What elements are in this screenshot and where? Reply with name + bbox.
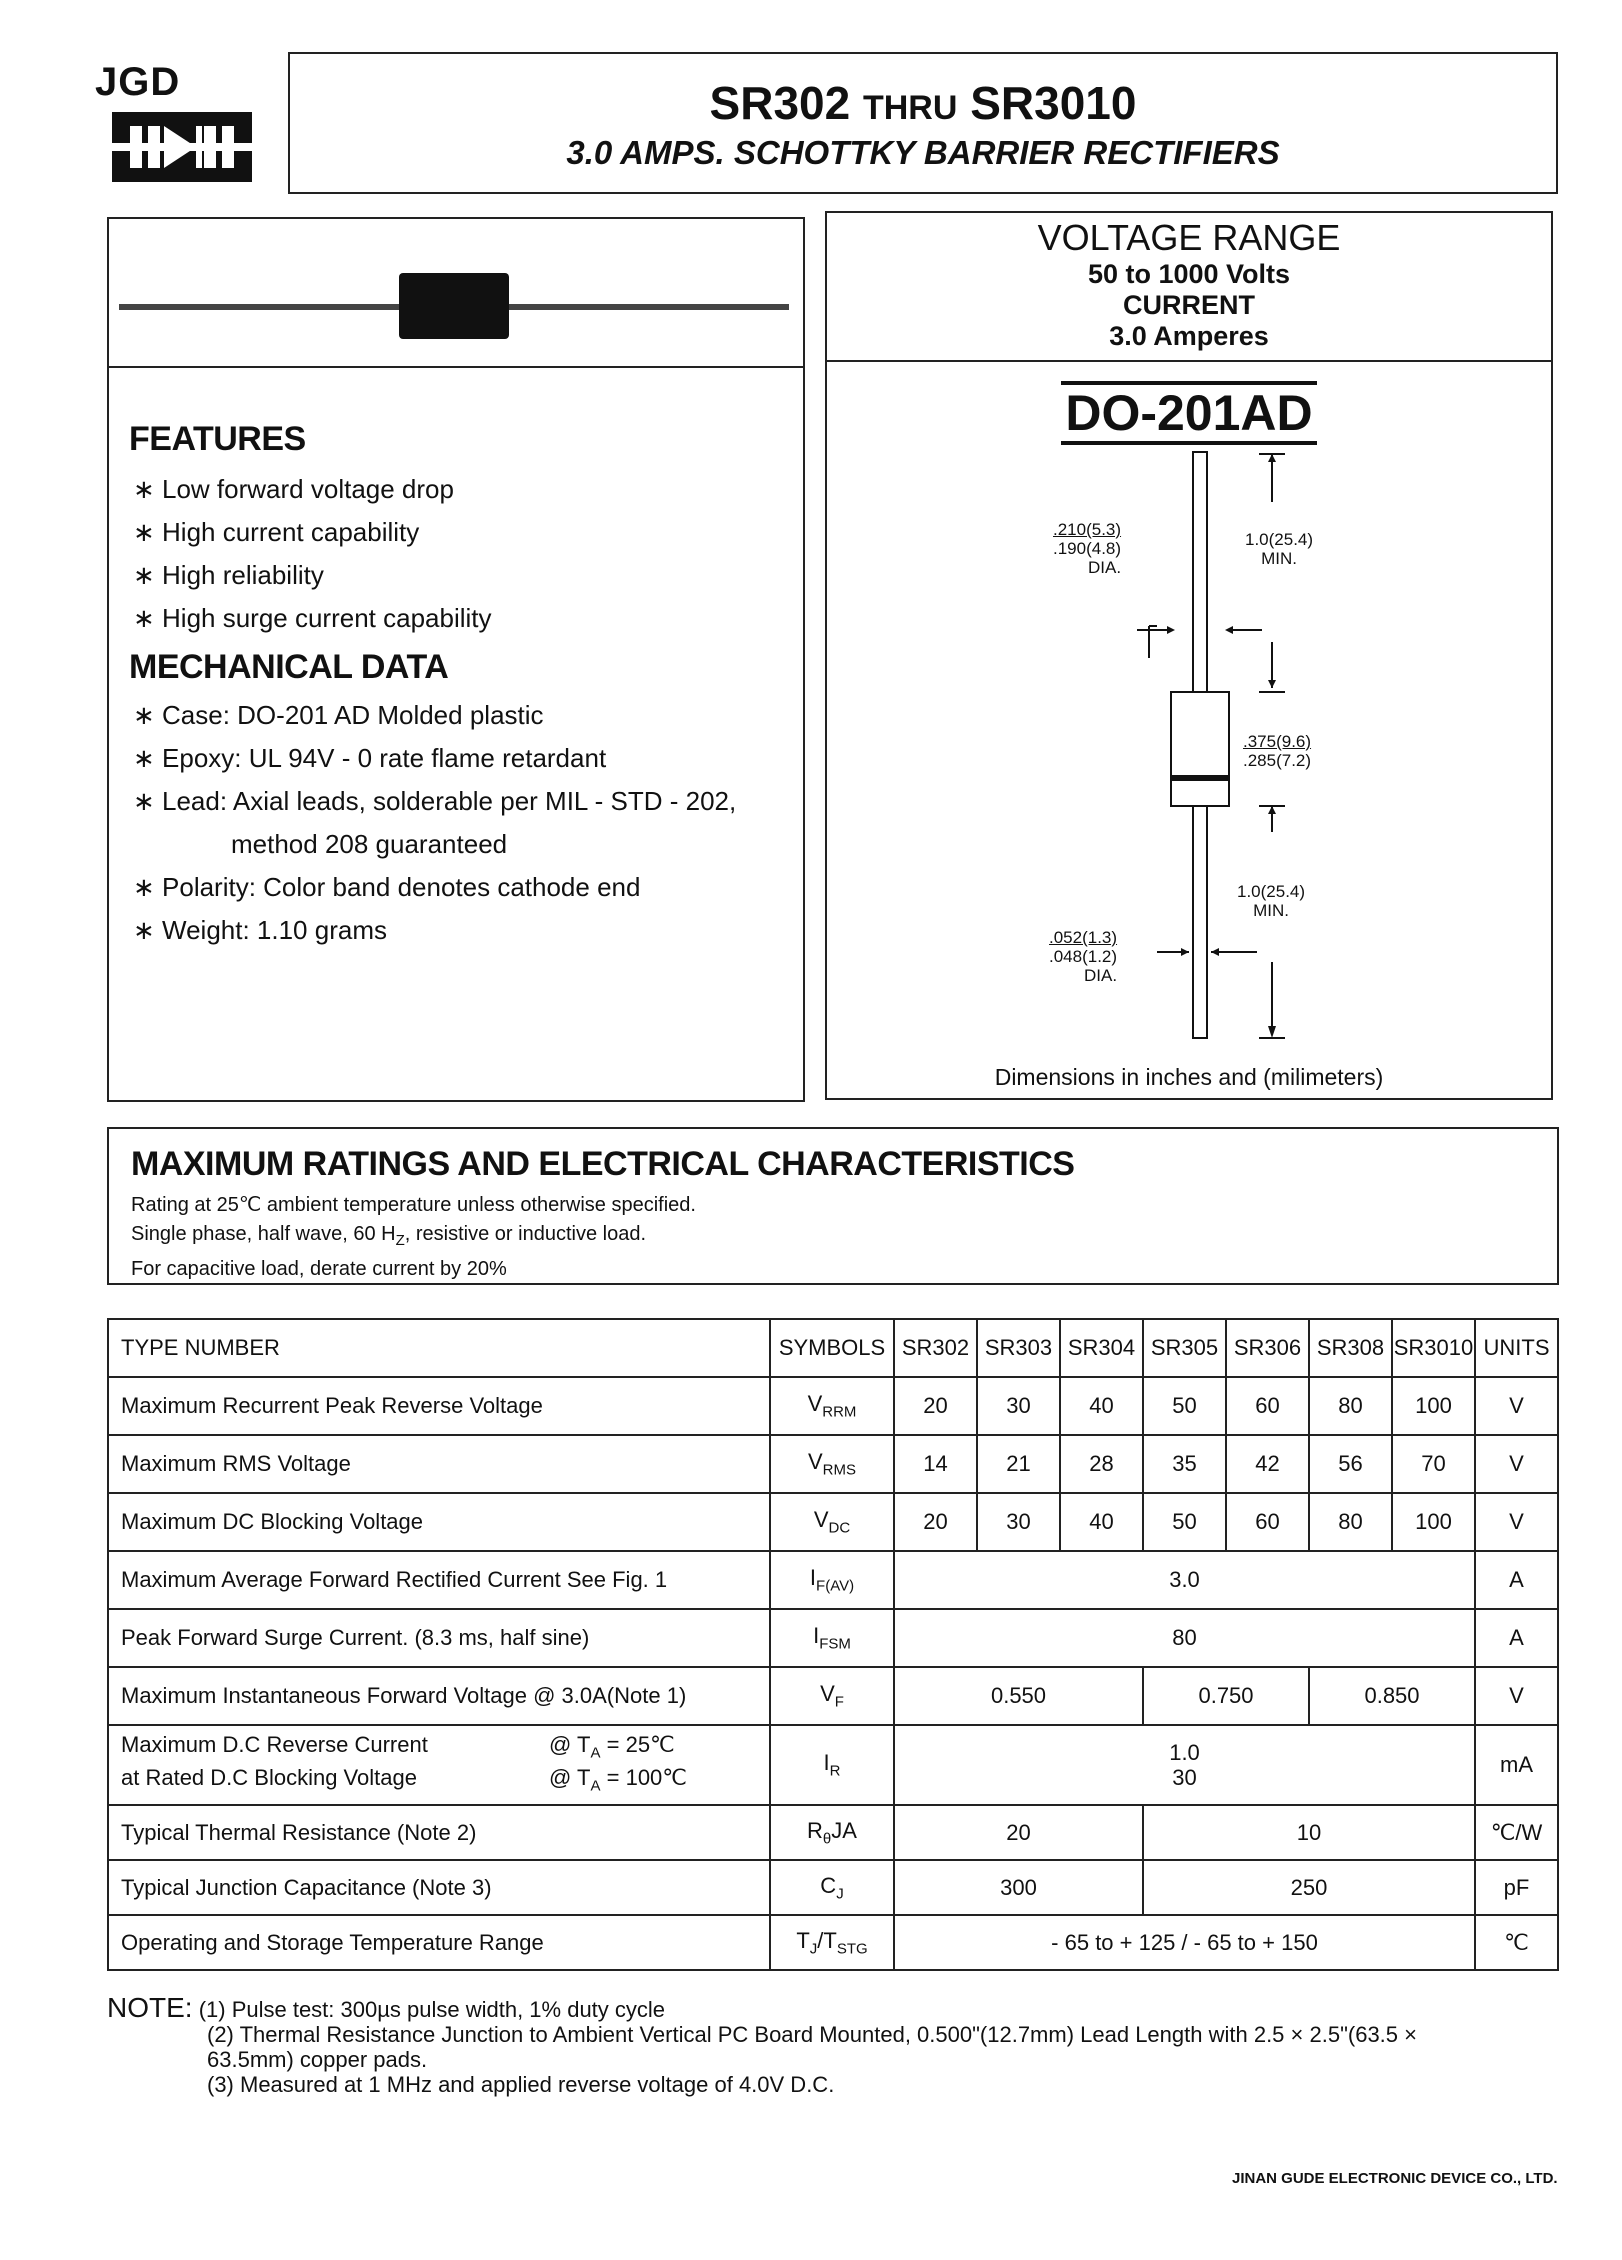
note-3: (3) Measured at 1 MHz and applied reverse voltage of 4.0V D.C. <box>207 2072 835 2097</box>
top-lead-length-dim: 1.0(25.4) MIN. <box>1245 530 1314 568</box>
diode-image-box <box>107 217 805 368</box>
list-item-continuation: method 208 guaranteed <box>231 829 508 859</box>
table-row: Maximum RMS Voltage $V_{RMS}$ 14 21 28 35 42 56 70 V <box>108 1435 1558 1493</box>
header-type: TYPE NUMBER <box>108 1319 770 1377</box>
logo-text: JGD <box>95 60 181 104</box>
note-2-cont: 63.5mm) copper pads. <box>207 2047 428 2072</box>
list-item: ∗ High current capability <box>133 517 420 547</box>
features-heading: FEATURES <box>129 420 306 458</box>
voltage-range-label: VOLTAGE RANGE <box>1037 217 1341 258</box>
current-label: CURRENT <box>1123 290 1255 320</box>
notes-section <box>107 1992 1417 2097</box>
current-value: 3.0 Amperes <box>1109 321 1269 351</box>
header-symbols: SYMBOLS <box>770 1319 894 1377</box>
header-part: SR302 <box>894 1319 977 1377</box>
bottom-lead-length-dim: 1.0(25.4) MIN. <box>1237 882 1306 920</box>
table-row: Peak Forward Surge Current. (8.3 ms, half sine) $I_{FSM}$ 80 A <box>108 1609 1558 1667</box>
notes-label: NOTE: <box>107 1992 193 2023</box>
table-row: Maximum Recurrent Peak Reverse Voltage $V_{RRM}$ 20 30 40 50 60 80 100 V <box>108 1377 1558 1435</box>
list-item: ∗ Case: DO-201 AD Molded plastic <box>133 700 544 730</box>
diode-component-image <box>109 219 803 366</box>
thru-label: THRU <box>862 89 958 127</box>
electrical-characteristics-table <box>107 1318 1559 1971</box>
diode-logo-icon <box>112 112 252 182</box>
header-part: SR3010 <box>1392 1319 1475 1377</box>
part-to: SR3010 <box>970 77 1137 129</box>
package-outline-drawing <box>827 362 1551 1098</box>
mechanical-heading: MECHANICAL DATA <box>129 648 449 686</box>
lead-diameter-dim: .052(1.3) .048(1.2) DIA. <box>1049 928 1118 985</box>
dimensions-note: Dimensions in inches and (milimeters) <box>994 1064 1384 1090</box>
part-from: SR302 <box>709 77 851 129</box>
page-title <box>290 76 1556 130</box>
list-item: ∗ High surge current capability <box>133 603 492 633</box>
header-part: SR308 <box>1309 1319 1392 1377</box>
table-row: Operating and Storage Temperature Range $T_J/T_{STG}$ - 65 to + 125 / - 65 to + 150 ℃ <box>108 1915 1558 1970</box>
body-length-dim: .375(9.6) .285(7.2) <box>1243 732 1312 770</box>
features-list <box>133 468 492 640</box>
note-1: (1) Pulse test: 300µs pulse width, 1% duty cycle <box>198 1997 666 2022</box>
package-box <box>825 360 1553 1100</box>
note-2: (2) Thermal Resistance Junction to Ambient Vertical PC Board Mounted, 0.500"(12.7mm) Lead Length with 2.5 × 2.5"(63.5 × <box>207 2022 1417 2047</box>
list-item: ∗ Epoxy: UL 94V - 0 rate flame retardant <box>133 743 607 773</box>
voltage-range-box <box>825 211 1553 362</box>
package-name: DO-201AD <box>1061 381 1316 445</box>
list-item: ∗ Weight: 1.10 grams <box>133 915 387 945</box>
list-item: ∗ Low forward voltage drop <box>133 474 454 504</box>
table-row: Maximum Average Forward Rectified Current See Fig. 1 $I_{F(AV)}$ 3.0 A <box>108 1551 1558 1609</box>
table-row: Typical Junction Capacitance (Note 3) $C_J$ 300 250 pF <box>108 1860 1558 1915</box>
header-units: UNITS <box>1475 1319 1558 1377</box>
title-box <box>288 52 1558 194</box>
header-part: SR305 <box>1143 1319 1226 1377</box>
voltage-range-value: 50 to 1000 Volts <box>1087 259 1291 289</box>
body-diameter-dim: .210(5.3) .190(4.8) DIA. <box>1053 520 1122 577</box>
table-row: Typical Thermal Resistance (Note 2) $R_\theta JA$ 20 10 ℃/W <box>108 1805 1558 1860</box>
list-item: ∗ High reliability <box>133 560 324 590</box>
ratings-box <box>107 1127 1559 1285</box>
table-row: Maximum Instantaneous Forward Voltage @ 3.0A(Note 1) $V_F$ 0.550 0.750 0.850 V <box>108 1667 1558 1725</box>
header-part: SR306 <box>1226 1319 1309 1377</box>
ratings-heading: MAXIMUM RATINGS AND ELECTRICAL CHARACTERISTICS <box>131 1145 1075 1183</box>
list-item: ∗ Polarity: Color band denotes cathode end <box>133 872 641 902</box>
page-subtitle: 3.0 AMPS. SCHOTTKY BARRIER RECTIFIERS <box>566 134 1280 171</box>
company-footer: JINAN GUDE ELECTRONIC DEVICE CO., LTD. <box>1232 2170 1558 2187</box>
table-header-row <box>108 1319 1558 1377</box>
list-item: ∗ Lead: Axial leads, solderable per MIL - STD - 202, <box>133 786 737 816</box>
ratings-notes: Rating at 25℃ ambient temperature unless otherwise specified. Single phase, half wave, 60 $H_Z$, resistive or inductive load. For capacitive load, derate current by 20% <box>131 1194 696 1280</box>
header-part: SR304 <box>1060 1319 1143 1377</box>
table-row: Maximum D.C Reverse Current @ $T_A$ = 25℃ at Rated D.C Blocking Voltage @ $T_A$ = 100℃ $I_R$ 1.0 30 mA <box>108 1725 1558 1805</box>
table-row: Maximum DC Blocking Voltage $V_{DC}$ 20 30 40 50 60 80 100 V <box>108 1493 1558 1551</box>
features-box <box>107 366 805 1102</box>
mechanical-list <box>133 694 736 952</box>
header-part: SR303 <box>977 1319 1060 1377</box>
